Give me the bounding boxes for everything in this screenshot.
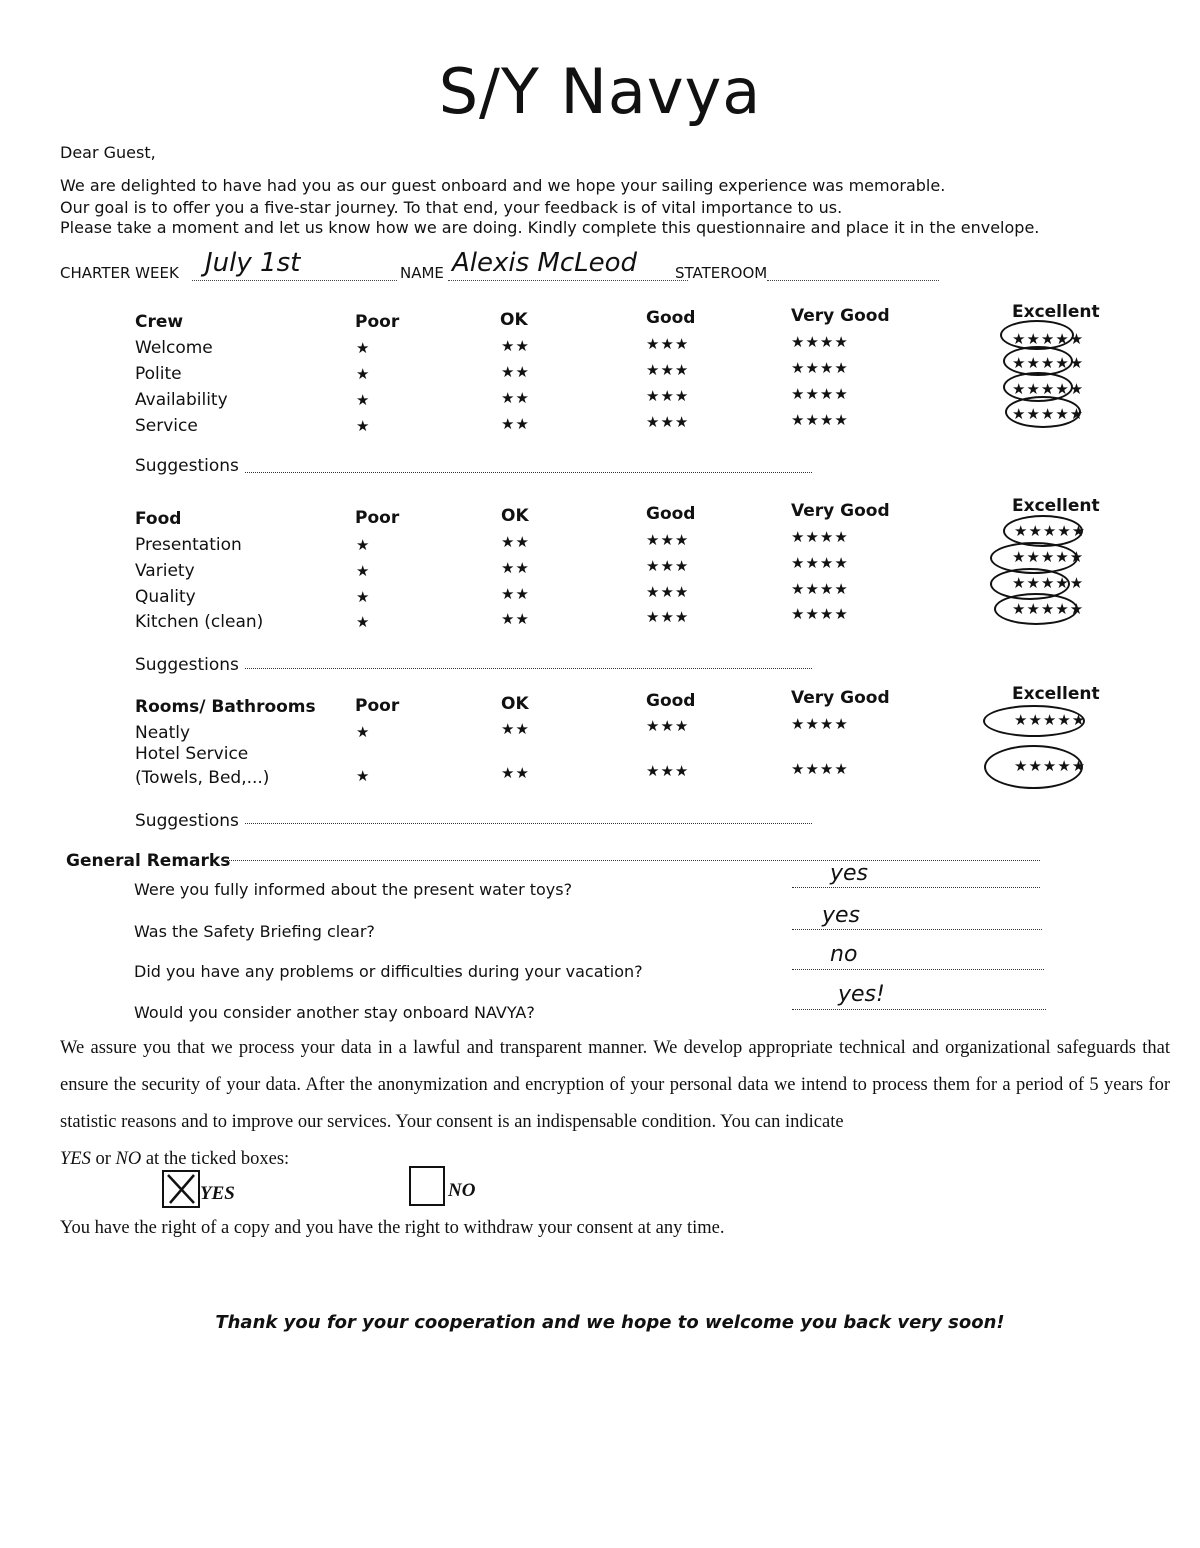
rating-5-star[interactable]: ★★★★★	[1012, 380, 1085, 398]
rating-4-star[interactable]: ★★★★	[791, 715, 849, 733]
rating-5-star[interactable]: ★★★★★	[1014, 711, 1087, 729]
poor-header: Poor	[355, 696, 400, 716]
food-item-variety: Variety	[135, 561, 195, 581]
excellent-header: Excellent	[1012, 496, 1100, 516]
form-title: S/Y Navya	[438, 55, 762, 128]
answer-field[interactable]	[792, 995, 1046, 1010]
rating-2-star[interactable]: ★★	[501, 533, 530, 551]
charter-week-value: July 1st	[205, 248, 301, 278]
no-word: NO	[115, 1149, 142, 1169]
rating-2-star[interactable]: ★★	[501, 389, 530, 407]
rating-3-star[interactable]: ★★★	[646, 387, 690, 405]
rating-1-star[interactable]: ★	[356, 562, 371, 580]
rating-3-star[interactable]: ★★★	[646, 583, 690, 601]
rooms-suggestions-label: Suggestions	[135, 811, 239, 831]
consent-yes-checkbox[interactable]	[162, 1170, 200, 1208]
food-item-presentation: Presentation	[135, 535, 242, 555]
excellent-header: Excellent	[1012, 302, 1100, 322]
rating-1-star[interactable]: ★	[356, 365, 371, 383]
crew-title: Crew	[135, 312, 184, 332]
name-label: NAME	[400, 264, 444, 282]
crew-suggestions-label: Suggestions	[135, 456, 239, 476]
rating-3-star[interactable]: ★★★	[646, 762, 690, 780]
selection-circle	[983, 705, 1085, 737]
rating-1-star[interactable]: ★	[356, 723, 371, 741]
rating-4-star[interactable]: ★★★★	[791, 411, 849, 429]
general-remarks-label: General Remarks	[66, 851, 231, 871]
rooms-suggestions-field[interactable]	[245, 813, 812, 824]
consent-no-checkbox[interactable]	[409, 1166, 445, 1206]
rating-1-star[interactable]: ★	[356, 613, 371, 631]
good-header: Good	[646, 691, 696, 711]
selection-circle	[994, 593, 1078, 625]
rating-1-star[interactable]: ★	[356, 588, 371, 606]
privacy-paragraph	[60, 1030, 1170, 1178]
crew-item-service: Service	[135, 416, 198, 436]
rating-2-star[interactable]: ★★	[501, 415, 530, 433]
consent-no-label: NO	[448, 1180, 476, 1201]
crew-suggestions-field[interactable]	[245, 462, 812, 473]
rating-2-star[interactable]: ★★	[501, 610, 530, 628]
very-good-header: Very Good	[791, 501, 890, 521]
rating-4-star[interactable]: ★★★★	[791, 605, 849, 623]
stateroom-field[interactable]	[767, 260, 939, 281]
ok-header: OK	[500, 310, 528, 330]
rating-4-star[interactable]: ★★★★	[791, 528, 849, 546]
charter-info-row	[60, 248, 960, 298]
stateroom-label: STATEROOM	[675, 264, 768, 282]
answer-value: yes!	[838, 982, 885, 1007]
good-header: Good	[646, 308, 696, 328]
ticked-boxes-text: at the ticked boxes:	[145, 1149, 290, 1169]
rating-5-star[interactable]: ★★★★★	[1012, 330, 1085, 348]
rating-4-star[interactable]: ★★★★	[791, 359, 849, 377]
rating-3-star[interactable]: ★★★	[646, 413, 690, 431]
rating-3-star[interactable]: ★★★	[646, 717, 690, 735]
rating-3-star[interactable]: ★★★	[646, 531, 690, 549]
rating-2-star[interactable]: ★★	[501, 559, 530, 577]
answer-value: no	[830, 942, 858, 967]
rooms-item-neatly: Neatly	[135, 723, 191, 743]
rating-5-star[interactable]: ★★★★★	[1014, 757, 1087, 775]
crew-item-availability: Availability	[135, 390, 228, 410]
rating-5-star[interactable]: ★★★★★	[1012, 405, 1085, 423]
rating-4-star[interactable]: ★★★★	[791, 385, 849, 403]
withdraw-consent-text: You have the right of a copy and you have the right to withdraw your consent at any time.	[60, 1218, 725, 1238]
rating-2-star[interactable]: ★★	[501, 764, 530, 782]
rating-4-star[interactable]: ★★★★	[791, 760, 849, 778]
or-word: or	[95, 1149, 111, 1169]
rating-2-star[interactable]: ★★	[501, 720, 530, 738]
question-safety-briefing: Was the Safety Briefing clear?	[134, 922, 375, 941]
intro-line-3: Please take a moment and let us know how we are doing. Kindly complete this questionnaire and place it in the envelope.	[60, 218, 1040, 237]
rating-5-star[interactable]: ★★★★★	[1012, 548, 1085, 566]
rooms-item-towels-bed: (Towels, Bed,...)	[135, 768, 270, 788]
rooms-title: Rooms/ Bathrooms	[135, 697, 316, 717]
selection-circle	[1005, 396, 1081, 428]
thank-you-message: Thank you for your cooperation and we hope to welcome you back very soon!	[215, 1312, 1005, 1333]
rating-5-star[interactable]: ★★★★★	[1012, 600, 1085, 618]
privacy-text: We assure you that we process your data in a lawful and transparent manner. We develop appropriate technical and organizational safeguards that ensure the security of your data. After the anonymization and encryption of your personal data we intend to process them for a period of 5 years for statistic reasons and to improve our services. Your consent is an indispensable condition. You can indicate	[60, 1038, 1170, 1132]
rating-1-star[interactable]: ★	[356, 767, 371, 785]
selection-circle	[984, 745, 1083, 789]
good-header: Good	[646, 504, 696, 524]
yes-word: YES	[60, 1149, 91, 1169]
intro-line-1: We are delighted to have had you as our guest onboard and we hope your sailing experience was memorable.	[60, 176, 946, 195]
very-good-header: Very Good	[791, 306, 890, 326]
rating-4-star[interactable]: ★★★★	[791, 554, 849, 572]
very-good-header: Very Good	[791, 688, 890, 708]
food-item-kitchen: Kitchen (clean)	[135, 612, 264, 632]
rating-3-star[interactable]: ★★★	[646, 361, 690, 379]
name-value: Alexis McLeod	[452, 248, 638, 278]
rating-2-star[interactable]: ★★	[501, 337, 530, 355]
crew-item-polite: Polite	[135, 364, 182, 384]
rating-3-star[interactable]: ★★★	[646, 557, 690, 575]
question-another-stay: Would you consider another stay onboard NAVYA?	[134, 1003, 535, 1022]
ok-header: OK	[501, 506, 529, 526]
charter-week-label: CHARTER WEEK	[60, 264, 179, 282]
food-suggestions-label: Suggestions	[135, 655, 239, 675]
rating-1-star[interactable]: ★	[356, 339, 371, 357]
rating-5-star[interactable]: ★★★★★	[1012, 574, 1085, 592]
rooms-item-hotel-service: Hotel Service	[135, 744, 249, 764]
question-water-toys: Were you fully informed about the present water toys?	[134, 880, 573, 899]
food-title: Food	[135, 509, 182, 529]
rating-1-star[interactable]: ★	[356, 536, 371, 554]
greeting: Dear Guest,	[60, 143, 156, 162]
poor-header: Poor	[355, 508, 400, 528]
answer-value: yes	[822, 903, 861, 928]
poor-header: Poor	[355, 312, 400, 332]
general-remarks-field[interactable]	[222, 848, 1040, 861]
ok-header: OK	[501, 694, 529, 714]
question-problems: Did you have any problems or difficulties during your vacation?	[134, 962, 643, 981]
food-suggestions-field[interactable]	[245, 658, 812, 669]
rating-4-star[interactable]: ★★★★	[791, 333, 849, 351]
rating-1-star[interactable]: ★	[356, 391, 371, 409]
rating-5-star[interactable]: ★★★★★	[1014, 522, 1087, 540]
food-item-quality: Quality	[135, 587, 196, 607]
rating-4-star[interactable]: ★★★★	[791, 580, 849, 598]
intro-line-2: Our goal is to offer you a five-star journey. To that end, your feedback is of vital importance to us.	[60, 198, 843, 217]
rating-2-star[interactable]: ★★	[501, 585, 530, 603]
crew-item-welcome: Welcome	[135, 338, 213, 358]
rating-1-star[interactable]: ★	[356, 417, 371, 435]
rating-2-star[interactable]: ★★	[501, 363, 530, 381]
rating-3-star[interactable]: ★★★	[646, 335, 690, 353]
excellent-header: Excellent	[1012, 684, 1100, 704]
rating-5-star[interactable]: ★★★★★	[1012, 354, 1085, 372]
rating-3-star[interactable]: ★★★	[646, 608, 690, 626]
consent-yes-label: YES	[200, 1183, 235, 1204]
check-x-icon	[164, 1172, 198, 1206]
answer-value: yes	[830, 861, 869, 886]
